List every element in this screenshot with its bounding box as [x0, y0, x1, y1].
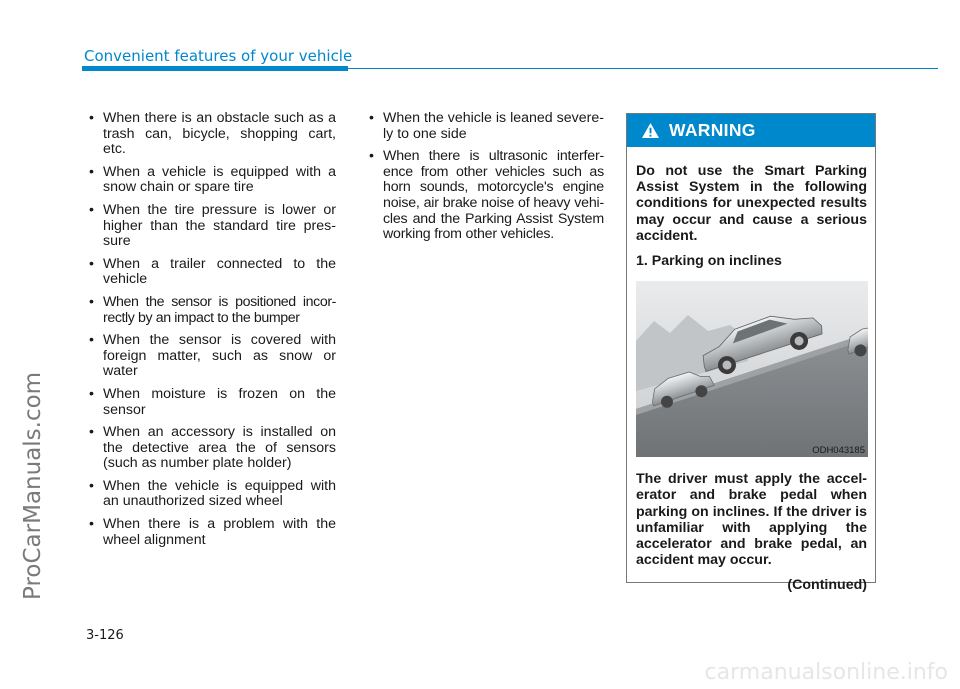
warning-paragraph: Do not use the Smart Parking Assist System in the following conditions for unexpected results may occur and cause a serious accident.	[636, 163, 867, 244]
warning-triangle-icon	[641, 122, 660, 139]
incline-parking-illustration	[636, 281, 868, 457]
list-item: • When there is ultrasonic interfer-ence from other vehicles such as horn sounds, motorcycle's engine noise, air brake noise of heavy vehi-cles and the Parking Assist System working from other vehicles.	[366, 149, 604, 243]
continued-label: (Continued)	[787, 577, 867, 594]
warning-body	[627, 147, 875, 594]
header-rule-thick	[82, 66, 348, 71]
warning-heading: 1. Parking on inclines	[636, 253, 782, 270]
list-item: • When a trailer connected to the vehicle	[86, 257, 336, 288]
list-item: • When the sensor is positioned incor-rectly by an impact to the bumper	[86, 295, 336, 326]
left-bullet-list	[86, 111, 336, 548]
section-title: Convenient features of your vehicle	[84, 47, 353, 65]
list-item: • When there is a problem with the wheel alignment	[86, 517, 336, 548]
warning-paragraph: The driver must apply the accel-erator and brake pedal when parking on inclines. If the driver is unfamiliar with applying the accelerator and brake pedal, an accident may occur.	[636, 471, 867, 569]
left-column	[86, 111, 336, 555]
warning-box	[626, 113, 876, 594]
page-number: 3-126	[86, 628, 124, 643]
list-item: • When the tire pressure is lower or higher than the standard tire pres-sure	[86, 203, 336, 250]
list-item: • When a vehicle is equipped with a snow chain or spare tire	[86, 165, 336, 196]
list-item: • When there is an obstacle such as a trash can, bicycle, shopping cart, etc.	[86, 111, 336, 158]
list-item: • When an accessory is installed on the detective area the of sensors (such as number plate holder)	[86, 425, 336, 472]
warning-title: WARNING	[669, 120, 756, 140]
list-item: • When the vehicle is equipped with an unauthorized sized wheel	[86, 479, 336, 510]
list-item: • When moisture is frozen on the sensor	[86, 387, 336, 418]
figure-code: ODH043185	[812, 445, 865, 457]
list-item: • When the vehicle is leaned severe-ly to one side	[366, 111, 604, 142]
warning-header	[627, 114, 875, 147]
list-item: • When the sensor is covered with foreign matter, such as snow or water	[86, 333, 336, 380]
footer-watermark: carmanualsonline.info	[704, 660, 948, 685]
incline-illustration-graphic	[636, 281, 868, 457]
header-rule-thin	[348, 68, 938, 69]
side-watermark-text: ProCarManuals.com	[20, 371, 46, 600]
middle-column	[366, 111, 604, 250]
middle-bullet-list	[366, 111, 604, 243]
